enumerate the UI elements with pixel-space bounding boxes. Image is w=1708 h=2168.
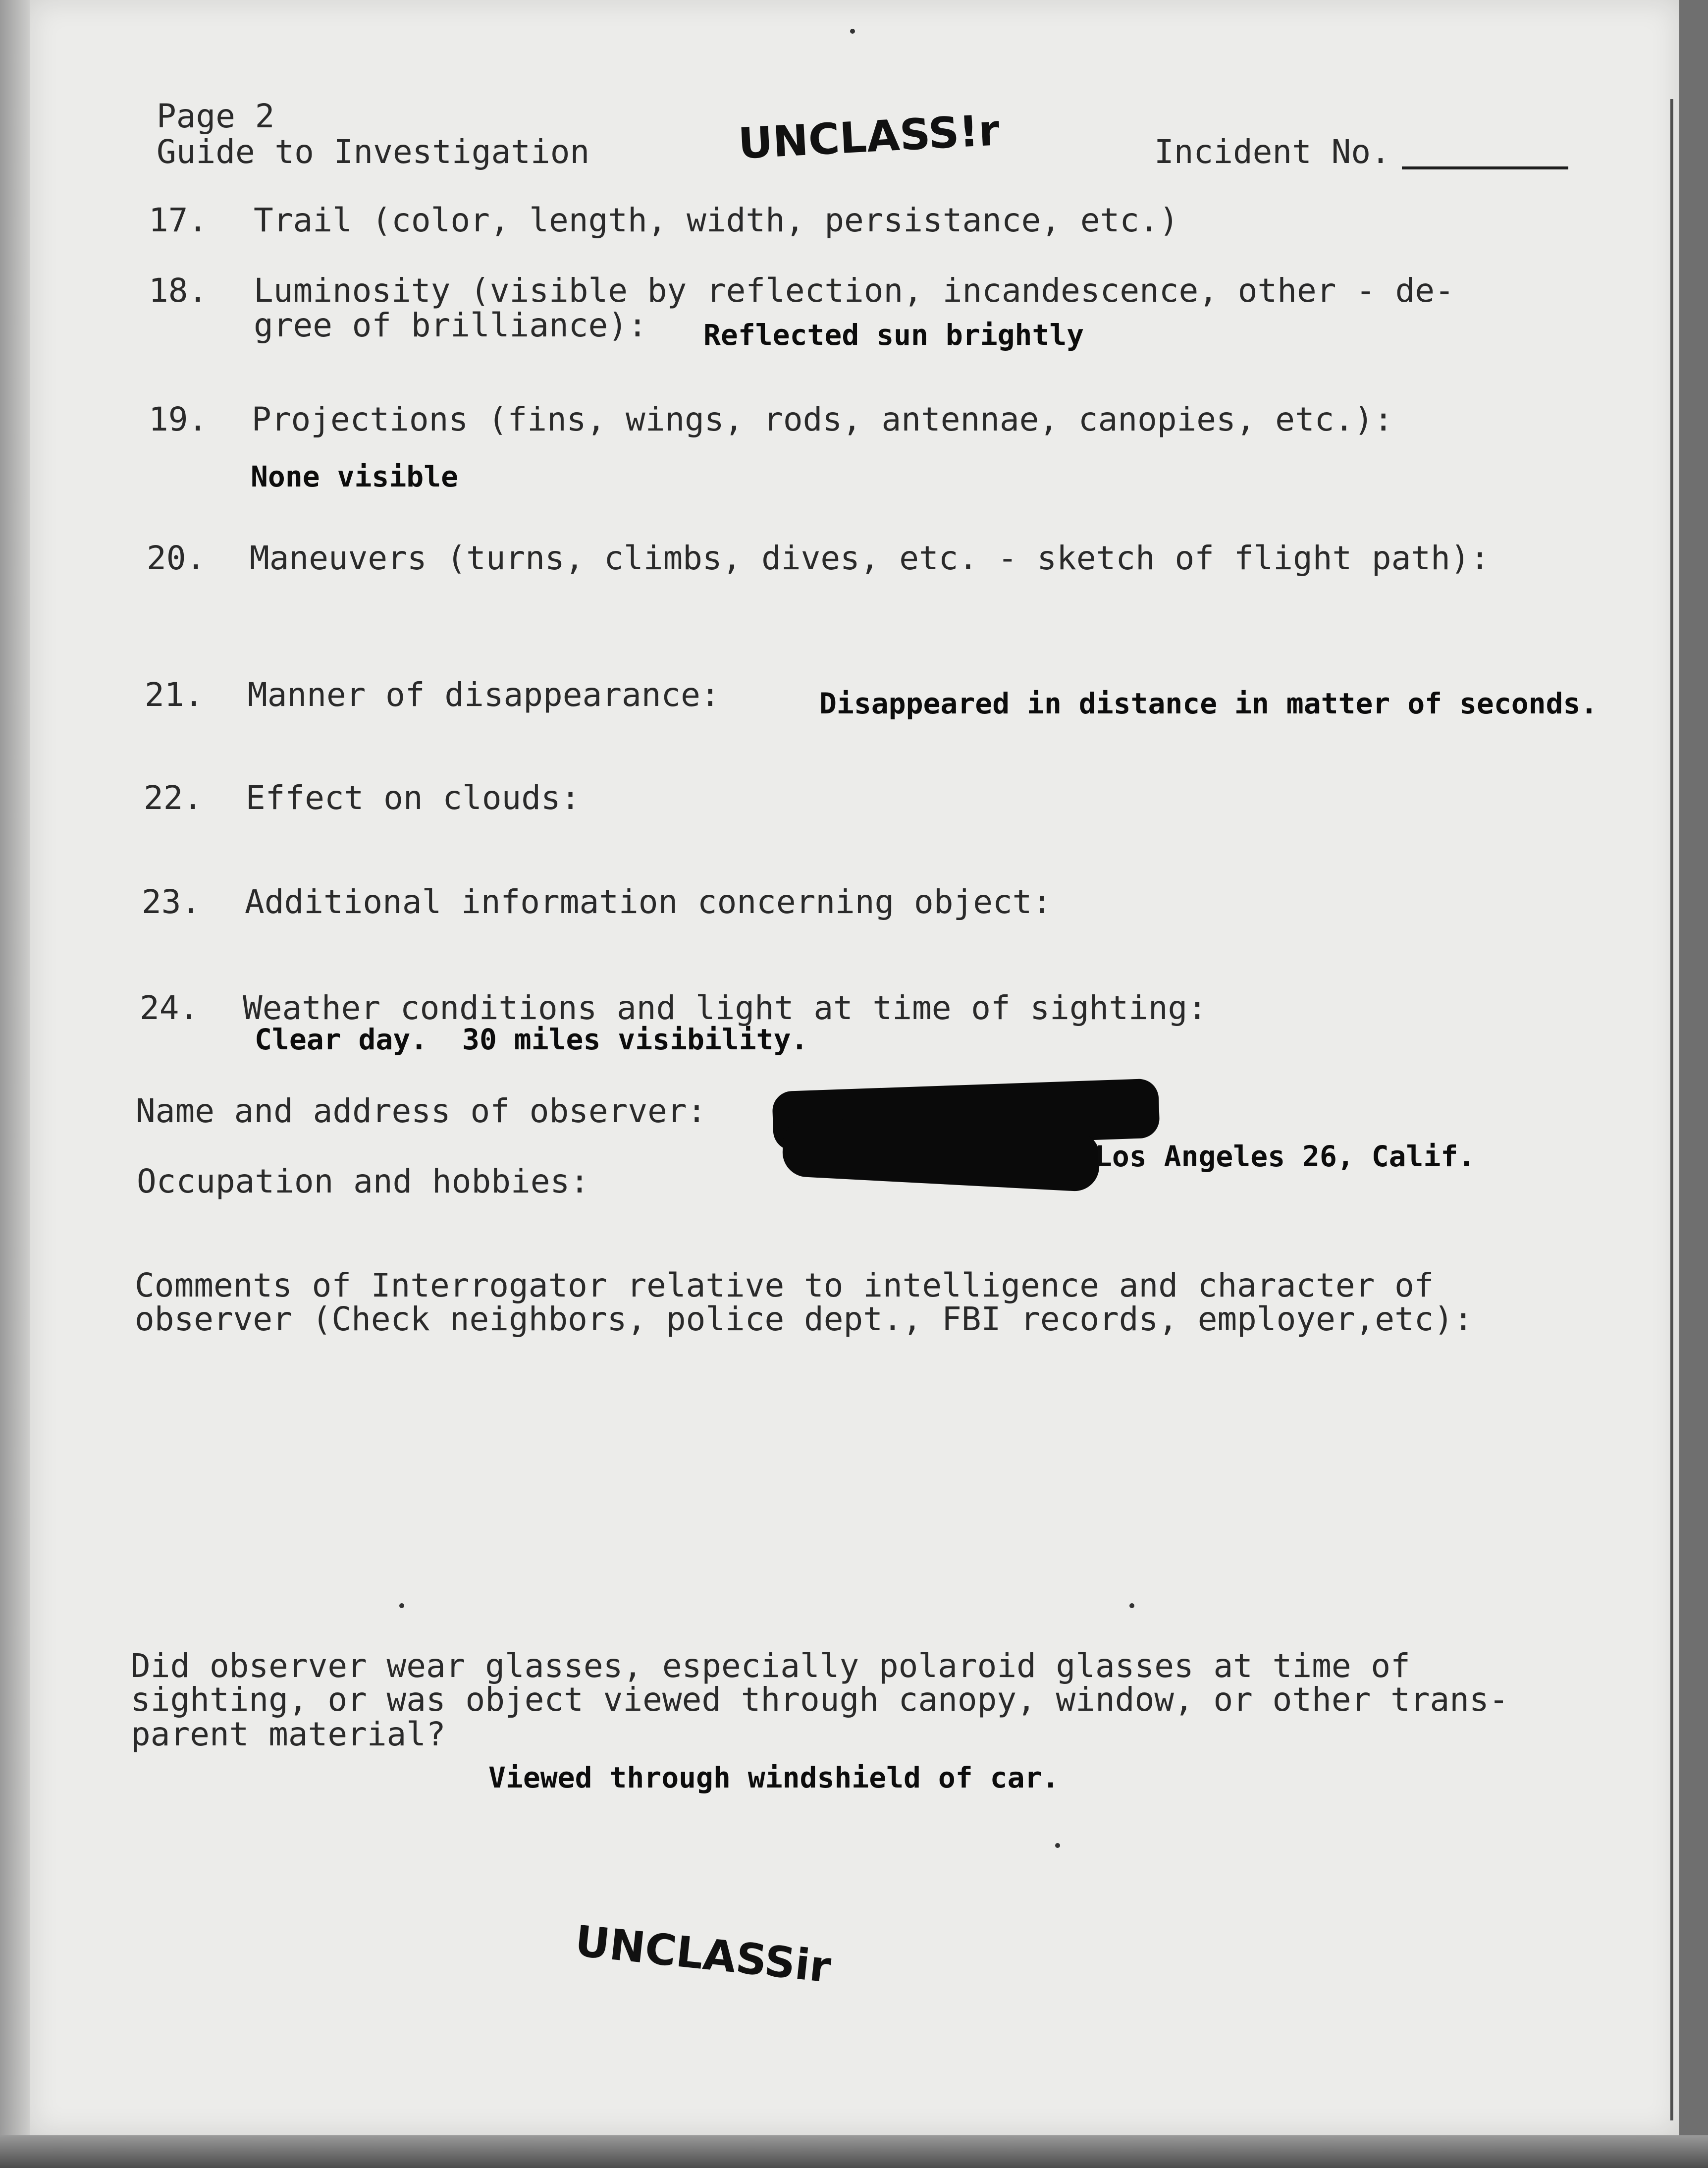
occupation-label: Occupation and hobbies: bbox=[137, 1162, 589, 1200]
item-24-question: Weather conditions and light at time of sighting: bbox=[243, 989, 1208, 1027]
incident-number-blank bbox=[1402, 166, 1568, 169]
incident-number-label: Incident No. bbox=[1154, 133, 1390, 171]
glasses-question-line1: Did observer wear glasses, especially polaroid glasses at time of bbox=[131, 1647, 1410, 1685]
form-title: Guide to Investigation bbox=[157, 133, 590, 171]
observer-address: Los Angeles 26, Calif. bbox=[1095, 1139, 1476, 1173]
item-23-question: Additional information concerning object: bbox=[245, 883, 1052, 921]
scan-speck bbox=[399, 1603, 404, 1608]
item-18-question-cont: gree of brilliance): bbox=[254, 306, 647, 344]
item-21-answer: Disappeared in distance in matter of seconds. bbox=[819, 687, 1598, 720]
item-20-number: 20. bbox=[147, 539, 206, 577]
interrogator-comments-line2: observer (Check neighbors, police dept., FBI records, employer,etc): bbox=[135, 1300, 1474, 1338]
item-17-number: 17. bbox=[149, 201, 208, 239]
scan-speck bbox=[1055, 1843, 1060, 1848]
item-21-question: Manner of disappearance: bbox=[248, 676, 720, 714]
item-19-answer: None visible bbox=[251, 460, 459, 493]
observer-name-label: Name and address of observer: bbox=[136, 1092, 707, 1130]
scan-right-edge-line bbox=[1670, 99, 1673, 2120]
item-24-number: 24. bbox=[140, 989, 199, 1027]
scan-bottom-edge bbox=[0, 2135, 1708, 2168]
page-number: Page 2 bbox=[157, 97, 275, 135]
item-18-number: 18. bbox=[149, 271, 208, 310]
scan-speck bbox=[850, 29, 855, 34]
interrogator-comments-line1: Comments of Interrogator relative to intelligence and character of bbox=[135, 1266, 1434, 1304]
glasses-question-line3: parent material? bbox=[131, 1715, 446, 1753]
item-19-number: 19. bbox=[149, 400, 208, 438]
item-23-number: 23. bbox=[142, 883, 201, 921]
unclassified-stamp-bottom: UNCLASSir bbox=[573, 1916, 833, 1993]
item-24-answer: Clear day. 30 miles visibility. bbox=[255, 1023, 808, 1056]
item-18-question: Luminosity (visible by reflection, incandescence, other - de- bbox=[254, 271, 1454, 310]
item-19-question: Projections (fins, wings, rods, antennae, canopies, etc.): bbox=[252, 400, 1393, 438]
item-18-answer: Reflected sun brightly bbox=[703, 318, 1084, 352]
item-22-question: Effect on clouds: bbox=[246, 779, 581, 817]
unclassified-stamp-top: UNCLASS!r bbox=[737, 106, 1001, 169]
item-17-question: Trail (color, length, width, persistance, etc.) bbox=[254, 201, 1179, 239]
scan-speck bbox=[1129, 1603, 1134, 1608]
item-22-number: 22. bbox=[144, 779, 203, 817]
item-21-number: 21. bbox=[145, 676, 204, 714]
glasses-question-line2: sighting, or was object viewed through canopy, window, or other trans- bbox=[131, 1680, 1509, 1719]
item-20-question: Maneuvers (turns, climbs, dives, etc. - sketch of flight path): bbox=[250, 539, 1490, 577]
glasses-answer: Viewed through windshield of car. bbox=[488, 1761, 1060, 1794]
